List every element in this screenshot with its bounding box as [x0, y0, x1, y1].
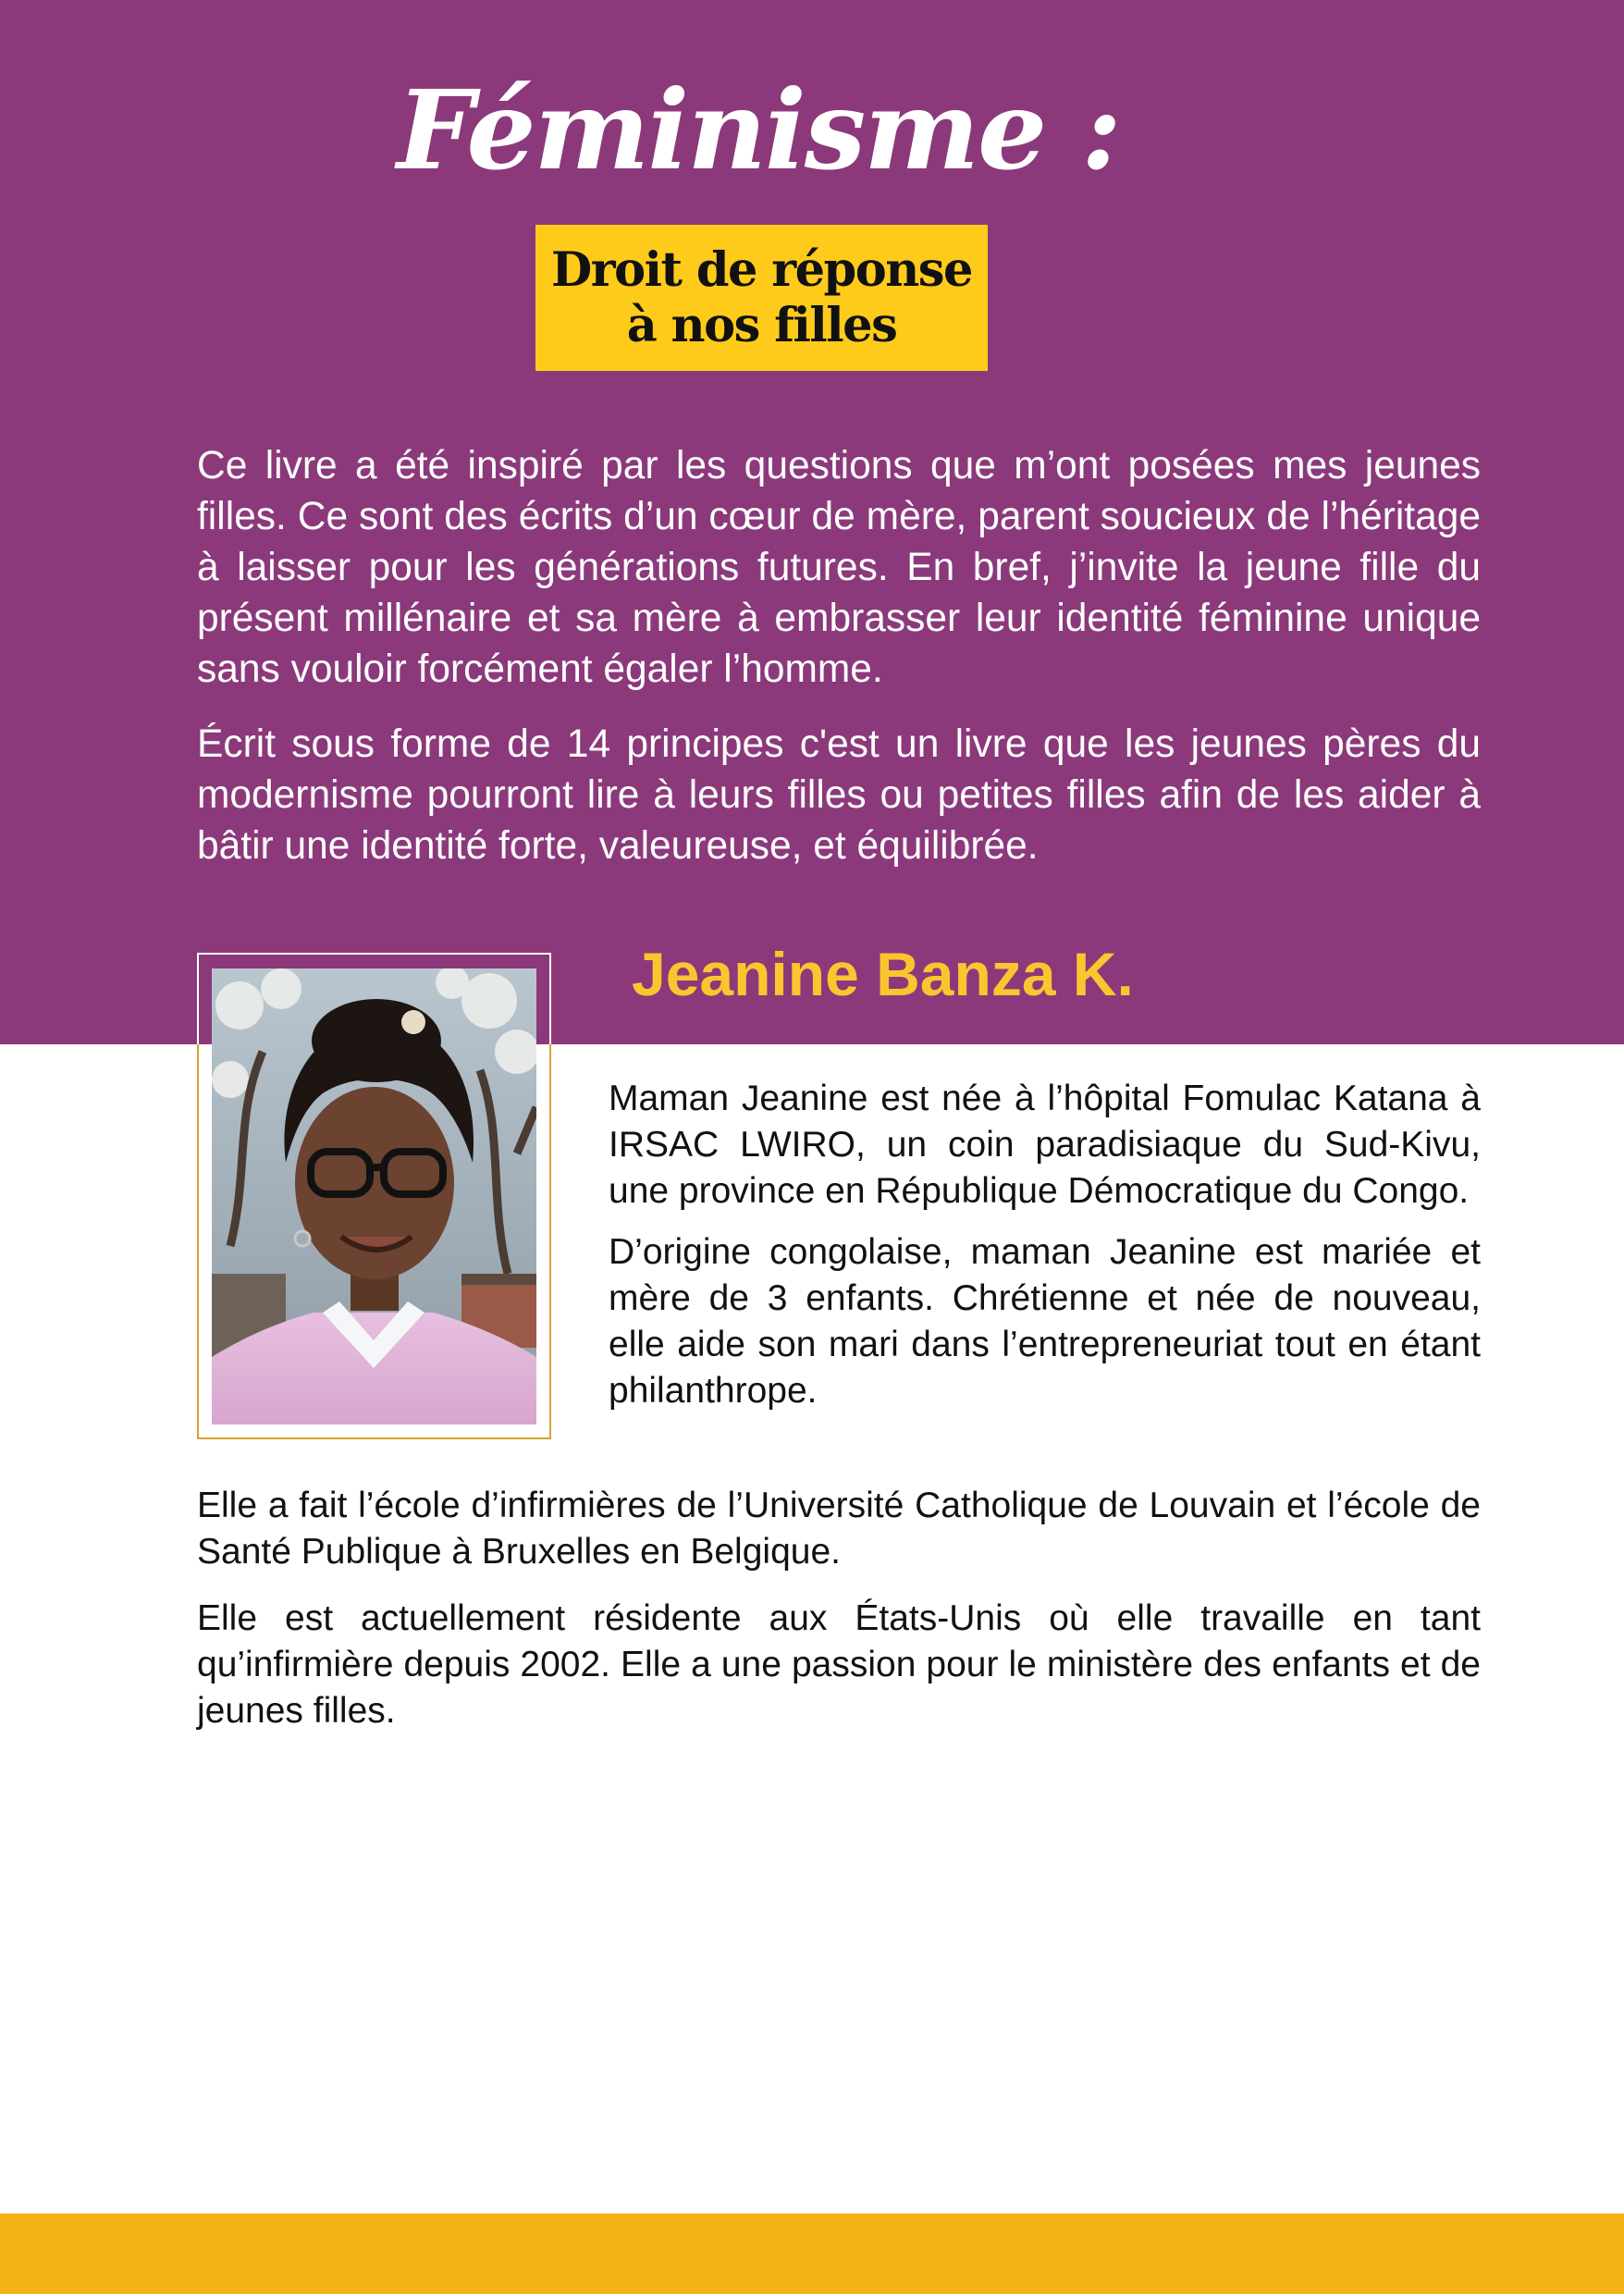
author-bio-full [197, 1483, 1481, 1755]
bio-paragraph-1: Maman Jeanine est née à l’hôpital Fomulac Katana à IRSAC LWIRO, un coin paradisiaque du Sud-Kivu, une province en République Démocratique du Congo. [609, 1079, 1481, 1211]
author-photo [212, 968, 536, 1424]
subtitle-line-2: à nos filles [626, 298, 897, 353]
bio-paragraph-2: D’origine congolaise, maman Jeanine est mariée et mère de 3 enfants. Chrétienne et née de nouveau, elle aide son mari dans l’entrepreneuriat tout en étant philanthrope. [609, 1232, 1481, 1411]
bio-paragraph-4: Elle est actuellement résidente aux États-Unis où elle travaille en tant qu’infirmière depuis 2002. Elle a une passion pour le ministère des enfants et de jeunes filles. [197, 1598, 1481, 1731]
description-paragraph-1: Ce livre a été inspiré par les questions que m’ont posées mes jeunes filles. Ce sont des écrits d’un cœur de mère, parent soucieux de l’héritage à laisser pour les générations futures. En bref, j’invite la jeune fille du présent millénaire et sa mère à embrasser leur identité féminine unique sans vouloir forcément égaler l’homme. [197, 444, 1481, 691]
description-paragraph-2: Écrit sous forme de 14 principes c'est un livre que les jeunes pères du modernisme pourront lire à leurs filles ou petites filles afin de les aider à bâtir une identité forte, valeureuse, et équilibrée. [197, 722, 1481, 868]
bio-paragraph-3: Elle a fait l’école d’infirmières de l’Université Catholique de Louvain et l’école de Santé Publique à Bruxelles en Belgique. [197, 1486, 1481, 1572]
yellow-footer-band [0, 2214, 1624, 2294]
subtitle-line-1: Droit de réponse [551, 242, 972, 298]
subtitle-box [535, 225, 988, 371]
author-name: Jeanine Banza K. [632, 940, 1134, 1008]
book-title: Féminisme : [397, 66, 1120, 194]
author-bio-side [609, 1076, 1481, 1414]
book-description [197, 440, 1481, 895]
